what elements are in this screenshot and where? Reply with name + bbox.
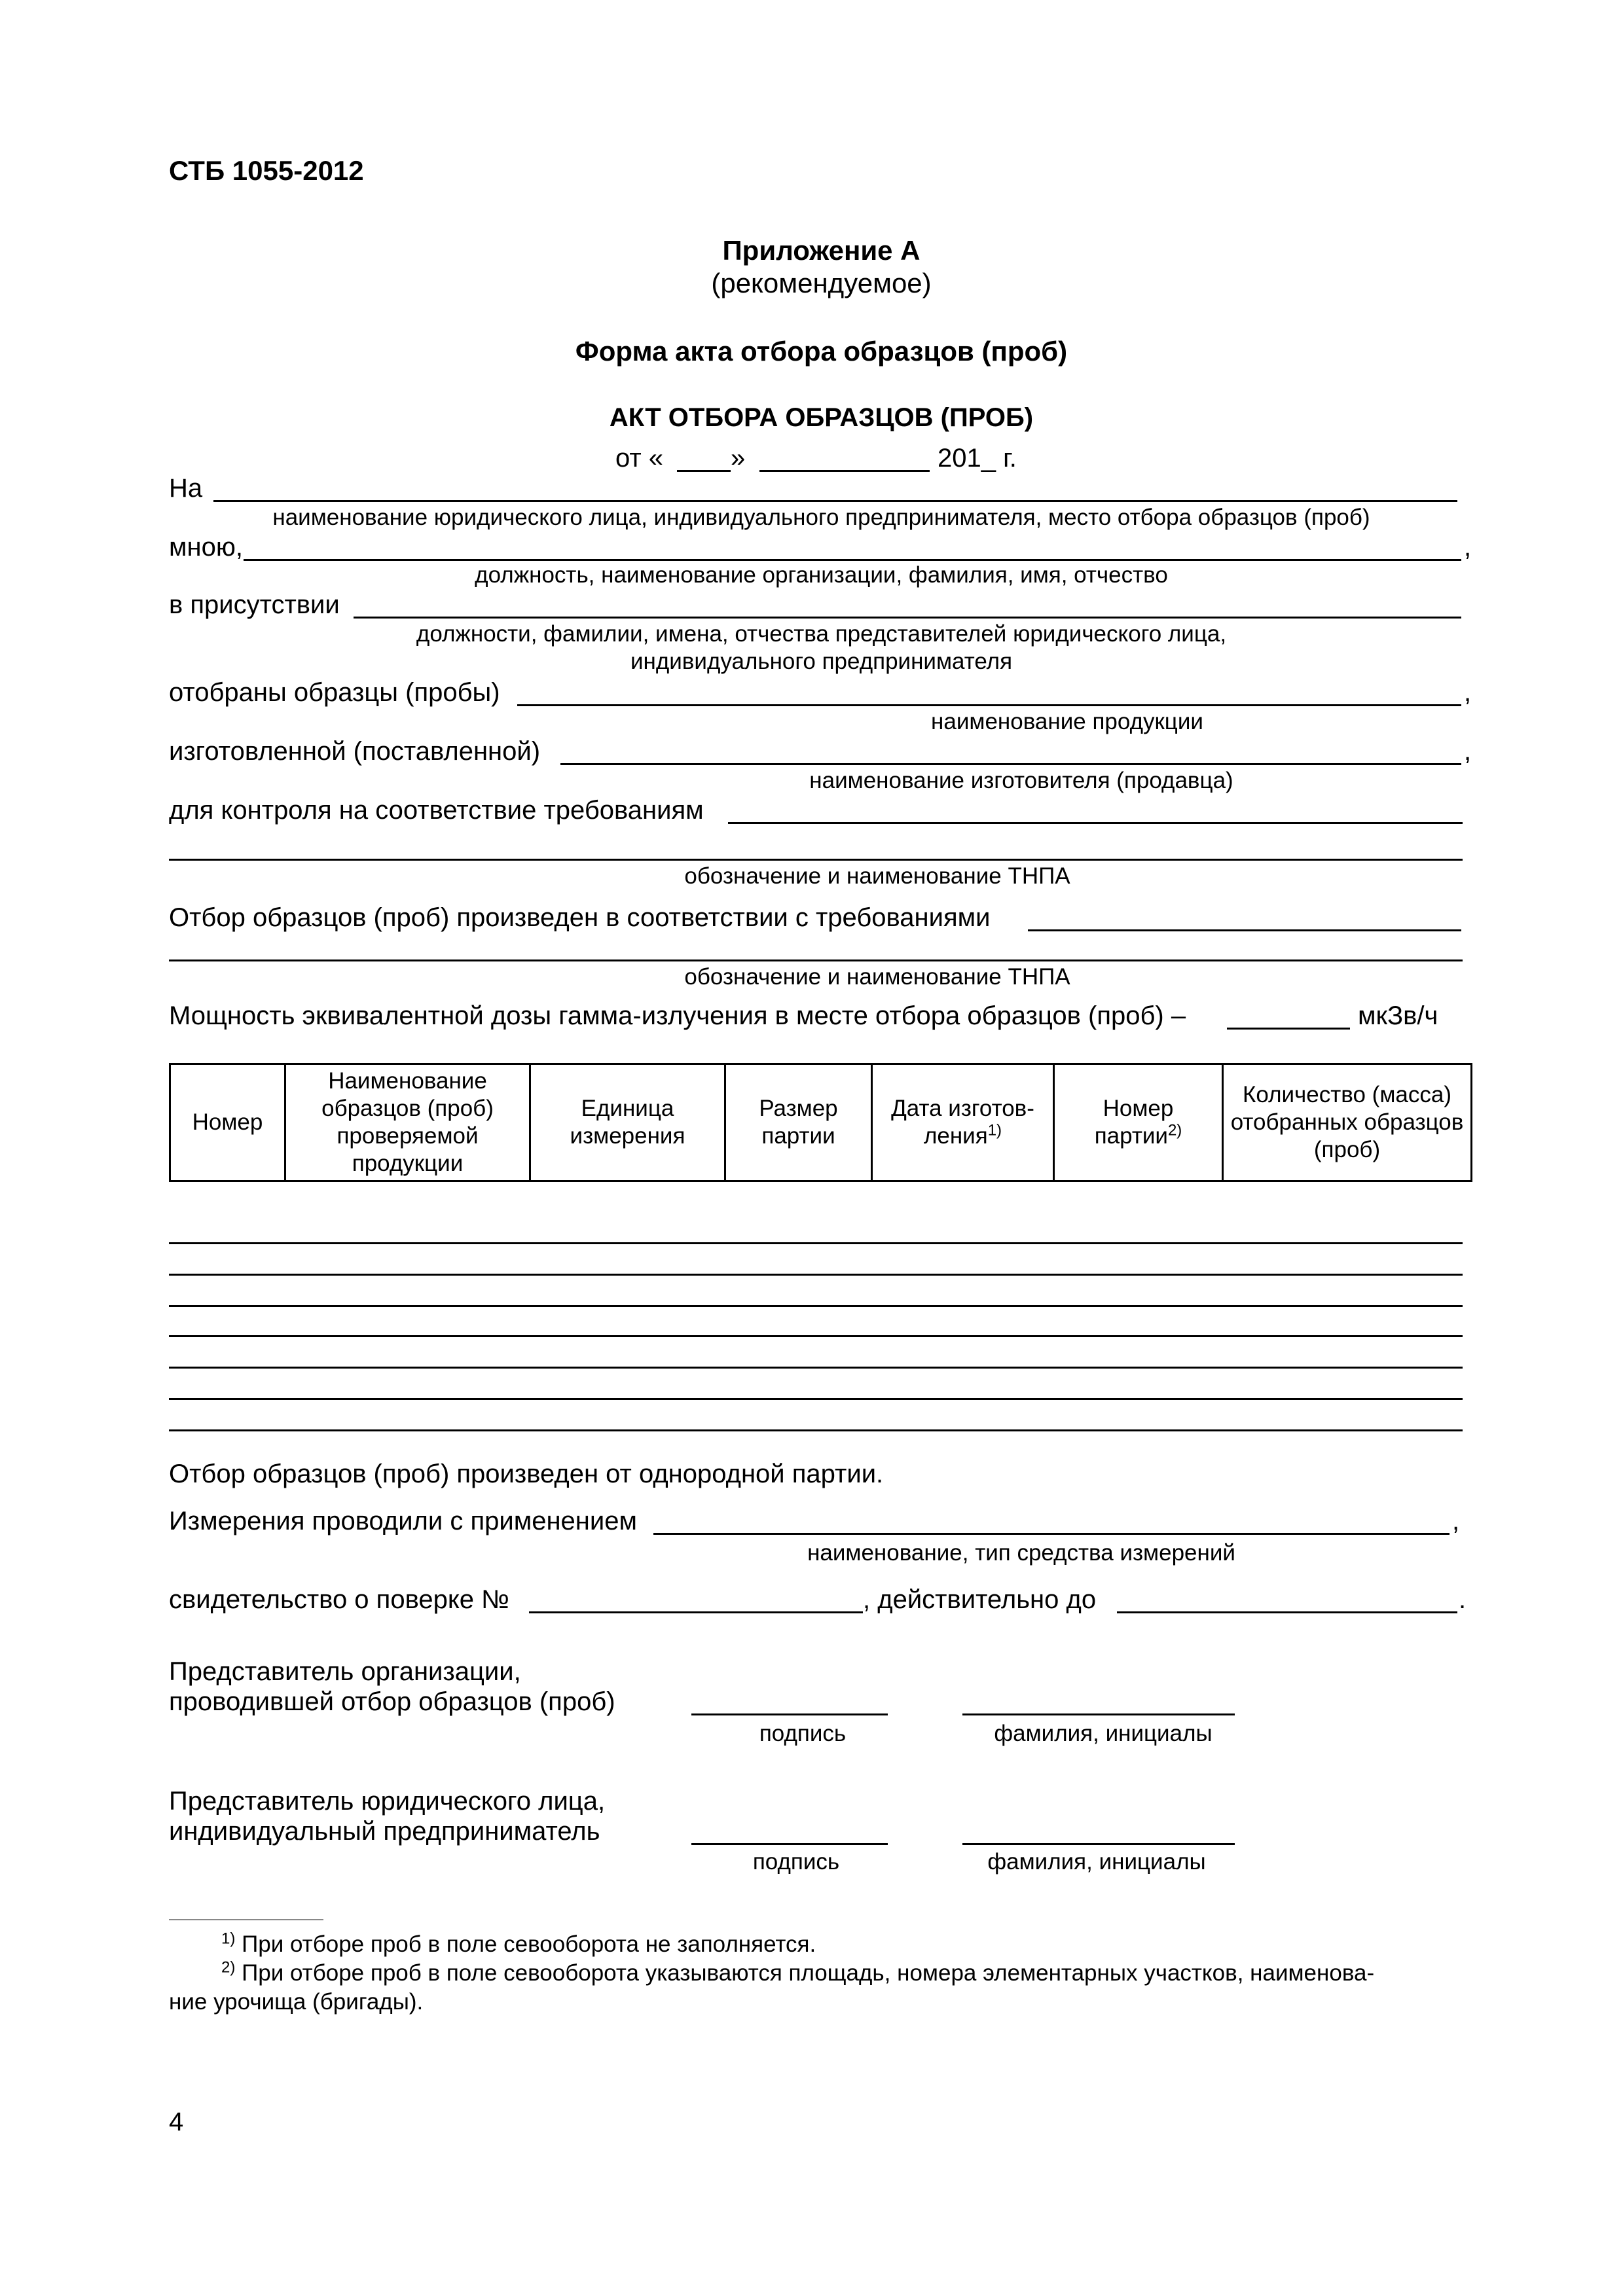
- label-samples-taken: отобраны образцы (пробы): [169, 678, 500, 707]
- table-row-line[interactable]: [169, 1335, 1463, 1337]
- table-header-cell: Единица измерения: [530, 1064, 725, 1181]
- footnote-separator: [169, 1919, 323, 1920]
- org-name-line[interactable]: [962, 1713, 1235, 1715]
- presence-caption-2: индивидуального предпринимателя: [630, 649, 1013, 674]
- label-certificate: свидетельство о поверке №: [169, 1585, 510, 1614]
- date-day-line[interactable]: [677, 470, 731, 472]
- mnoyu-caption: должность, наименование организации, фамилия, имя, отчество: [475, 562, 1168, 588]
- sampling-line[interactable]: [1028, 929, 1461, 931]
- period: .: [1459, 1585, 1467, 1614]
- standard-designation: СТБ 1055-2012: [169, 155, 364, 186]
- table-row-line[interactable]: [169, 1305, 1463, 1307]
- table-row-line[interactable]: [169, 1429, 1463, 1431]
- measurements-line[interactable]: [653, 1533, 1450, 1535]
- footnote-mark: 2): [221, 1958, 236, 1977]
- org-signature-line[interactable]: [691, 1713, 888, 1715]
- valid-until-line[interactable]: [1117, 1611, 1457, 1613]
- label-measurements: Измерения проводили с применением: [169, 1507, 637, 1535]
- table-row-line[interactable]: [169, 1242, 1463, 1244]
- control-line-2[interactable]: [169, 859, 1463, 861]
- dose-rate-line[interactable]: [1227, 1028, 1350, 1030]
- comma: ,: [1464, 678, 1472, 707]
- certificate-number-line[interactable]: [529, 1611, 863, 1613]
- table-header-cell: Номер партии$^{2)}$: [1054, 1064, 1223, 1181]
- sampling-caption: обозначение и наименование ТНПА: [684, 964, 1070, 990]
- na-line[interactable]: [213, 500, 1457, 502]
- table-header-cell: Количество (масса) отобранных образцов (проб): [1223, 1064, 1472, 1181]
- label-mnoyu: мною,: [169, 533, 243, 562]
- dose-unit: мкЗв/ч: [1358, 1001, 1438, 1030]
- table-header-row: [170, 1064, 1472, 1181]
- na-caption: наименование юридического лица, индивидуального предпринимателя, место отбора образцов (проб): [272, 505, 1370, 530]
- comma: ,: [1464, 533, 1472, 562]
- appendix-title: Приложение А: [722, 235, 921, 266]
- label-na: На: [169, 474, 203, 503]
- homogeneous-statement: Отбор образцов (проб) произведен от однородной партии.: [169, 1460, 884, 1488]
- org-signature-caption: подпись: [759, 1721, 847, 1746]
- table-header-cell: Дата изготов-ления$^{1)}$: [872, 1064, 1054, 1181]
- label-sampling-done: Отбор образцов (проб) произведен в соответствии с требованиями: [169, 903, 991, 932]
- org-representative-line2: проводившей отбор образцов (проб): [169, 1687, 615, 1716]
- control-line[interactable]: [728, 822, 1463, 824]
- date-year: 201_ г.: [938, 444, 1017, 473]
- label-presence: в присутствии: [169, 590, 340, 619]
- legal-signature-caption: подпись: [752, 1849, 840, 1874]
- appendix-status: (рекомендуемое): [711, 268, 932, 298]
- date-prefix: от «: [615, 444, 664, 473]
- comma: ,: [1464, 737, 1472, 766]
- legal-signature-line[interactable]: [691, 1843, 888, 1845]
- act-title: АКТ ОТБОРА ОБРАЗЦОВ (ПРОБ): [609, 403, 1034, 432]
- table-header-cell: Номер: [170, 1064, 285, 1181]
- table-header-cell: Размер партии: [725, 1064, 872, 1181]
- footnote-mark: 1): [221, 1929, 236, 1948]
- footnote-text: При отборе проб в поле севооборота указываются площадь, номера элементарных участков, наименова-: [242, 1960, 1375, 1986]
- legal-representative-line1: Представитель юридического лица,: [169, 1787, 606, 1816]
- form-title: Форма акта отбора образцов (проб): [575, 336, 1068, 367]
- samples-taken-caption: наименование продукции: [931, 709, 1203, 734]
- presence-line[interactable]: [354, 617, 1461, 619]
- samples-taken-line[interactable]: [517, 704, 1461, 706]
- manufactured-caption: наименование изготовителя (продавца): [809, 768, 1233, 793]
- date-quote-close: »: [731, 444, 746, 473]
- table-row-line[interactable]: [169, 1274, 1463, 1276]
- mnoyu-line[interactable]: [244, 559, 1461, 561]
- label-control: для контроля на соответствие требованиям: [169, 796, 704, 825]
- presence-caption-1: должности, фамилии, имена, отчества представителей юридического лица,: [416, 621, 1227, 647]
- table-row-line[interactable]: [169, 1367, 1463, 1369]
- table-header-cell: Наименование образцов (проб) проверяемой продукции: [285, 1064, 530, 1181]
- footnote-1: [221, 1931, 816, 1958]
- page-number: 4: [169, 2108, 184, 2136]
- legal-name-line[interactable]: [962, 1843, 1235, 1845]
- control-caption: обозначение и наименование ТНПА: [684, 863, 1070, 889]
- footnote-ref: 2): [1167, 1121, 1182, 1139]
- label-manufactured: изготовленной (поставленной): [169, 737, 541, 766]
- legal-representative-line2: индивидуальный предприниматель: [169, 1817, 600, 1846]
- comma: ,: [1452, 1507, 1460, 1535]
- footnote-2: [221, 1960, 1374, 1987]
- label-dose-rate: Мощность эквивалентной дозы гамма-излучения в месте отбора образцов (проб) –: [169, 1001, 1186, 1030]
- footnote-text: При отборе проб в поле севооборота не заполняется.: [242, 1931, 816, 1957]
- org-representative-line1: Представитель организации,: [169, 1657, 521, 1686]
- measurements-caption: наименование, тип средства измерений: [807, 1540, 1235, 1566]
- legal-name-caption: фамилия, инициалы: [987, 1849, 1206, 1874]
- sampling-line-2[interactable]: [169, 960, 1463, 961]
- org-name-caption: фамилия, инициалы: [994, 1721, 1213, 1746]
- date-month-line[interactable]: [759, 470, 930, 472]
- footnote-2-continuation: ние урочища (бригады).: [169, 1989, 424, 2015]
- table-row-line[interactable]: [169, 1398, 1463, 1400]
- footnote-ref: 1): [987, 1121, 1002, 1139]
- label-valid-until: , действительно до: [863, 1585, 1097, 1614]
- samples-table: [169, 1063, 1472, 1182]
- manufactured-line[interactable]: [560, 763, 1461, 765]
